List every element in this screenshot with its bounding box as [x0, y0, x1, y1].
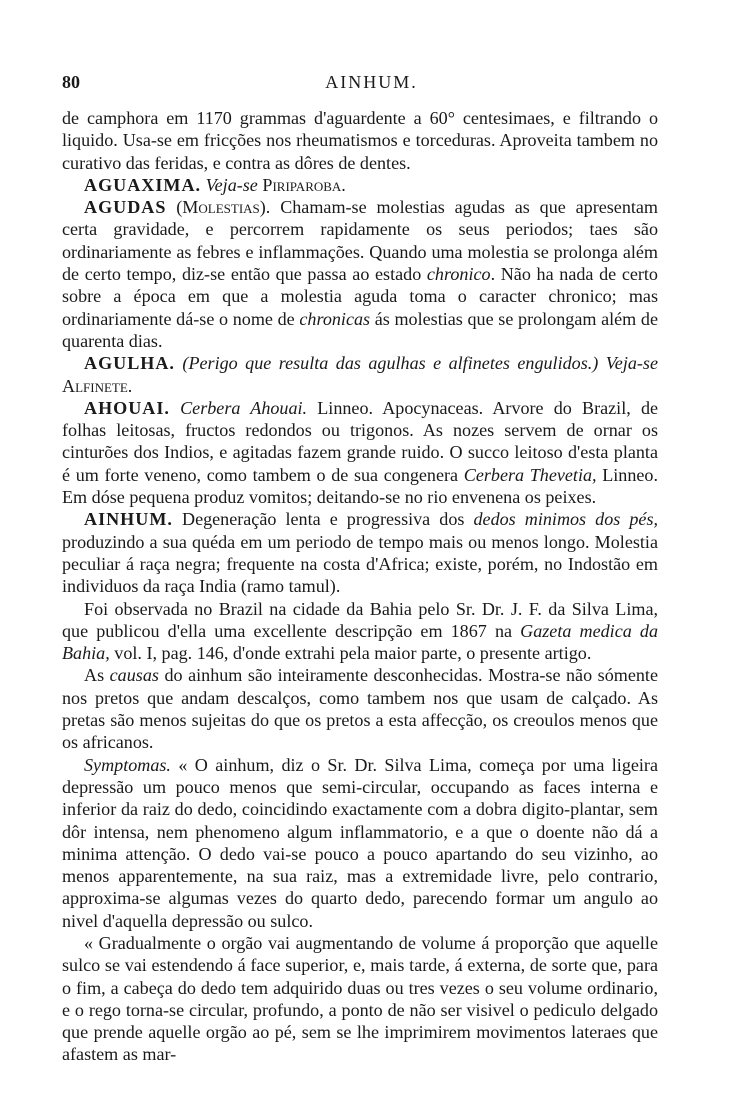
page-header — [62, 72, 681, 100]
entry-agulha: AGULHA. (Perigo que resulta das agulhas e alfinetes engulidos.) Veja-se Alfinete. — [62, 353, 658, 396]
see-also-label: Veja-se — [605, 353, 658, 374]
running-head: AINHUM. — [325, 72, 418, 92]
page-number: 80 — [62, 72, 80, 92]
cross-reference: Piriparoba. — [262, 174, 346, 195]
headword-aguaxima: AGUAXIMA. — [84, 174, 202, 195]
paragraph-bahia: Foi observada no Brazil na cidade da Bahia pelo Sr. Dr. J. F. da Silva Lima, que publicou d'ella uma excellente descripção em 1867 na Gazeta medica da Bahia, vol. I, pag. 146, d'onde extrahi pela maior parte, o presente artigo. — [62, 598, 658, 664]
headword-agulha: AGULHA. — [84, 353, 175, 374]
page-body — [62, 107, 658, 1066]
paragraph-intro: de camphora em 1170 grammas d'aguardente a 60° centesimaes, e filtrando o liquido. Usa-se em fricções nos rheumatismos e torceduras. Aproveita tambem no curativo das feridas, e contra as dôres de dentes. — [62, 108, 658, 173]
paragraph-symptomas: Symptomas. « O ainhum, diz o Sr. Dr. Silva Lima, começa por uma ligeira depressão um pouco menos que semi-circular, occupando as faces interna e inferior da raiz do dedo, coincidindo exactamente com a dobra digito-plantar, sem dôr intensa, nem phenomeno algum inflammatorio, e a que o doente não dá a minima attenção. O dedo vai-se pouco a pouco apartando do seu vizinho, ao menos apparentemente, na sua raiz, mas a extremidade livre, pelo contrario, approxima-se algumas vezes do quarto dedo, parecendo formar um angulo ao nivel d'aquella depressão ou sulco. — [62, 754, 658, 931]
headword-ainhum: AINHUM. — [84, 509, 173, 530]
entry-agudas: AGUDAS (Molestias). Chamam-se molestias agudas as que apresentam certa gravidade, e percorrem rapidamente os seus periodos; taes são ordinariamente as febres e inflammações. Quando uma molestia se prolonga além de certo tempo, diz-se então que passa ao estado chronico. Não ha nada de certo sobre a época em que a molestia aguda toma o caracter chronico; mas ordinariamente dá-se o nome de chronicas ás molestias que se prolongam além de quarenta dias. — [62, 197, 659, 351]
headword-agudas: AGUDAS — [84, 197, 167, 218]
see-also-label: Veja-se — [205, 174, 258, 195]
headword-qualifier: (Molestias). — [176, 197, 271, 218]
cross-reference: Alfinete. — [62, 375, 133, 396]
paragraph-gradualmente: « Gradualmente o orgão vai augmentando de volume á proporção que aquelle sulco se vai estendendo á face superior, e, mais tarde, á externa, de sorte que, para o fim, a cabeça do dedo tem adquirido duas ou tres vezes o seu volume ordinario, e o rego torna-se circular, profundo, a ponto de não ser visivel o pediculo delgado que prende aquelle orgão ao pé, sem se lhe imprimirem movimentos lateraes que afastem as mar- — [62, 932, 658, 1065]
entry-ahouai: AHOUAI. Cerbera Ahouai. Linneo. Apocynaceas. Arvore do Brazil, de folhas leitosas, fructos redondos ou trigonos. As nozes servem de ornar os cinturões dos Indios, e agitadas fazem grande ruido. O succo leitoso d'esta planta é um forte veneno, como tambem o de sua congenera Cerbera Thevetia, Linneo. Em dóse pequena produz vomitos; deitando-se no rio envenena os peixes. — [62, 397, 659, 508]
entry-ainhum: AINHUM. Degeneração lenta e progressiva dos dedos minimos dos pés, produzindo a sua quéda em um periodo de tempo mais ou menos longo. Molestia peculiar á raça negra; frequente na costa d'Africa; existe, porém, no Indostão em individuos da raça India (ramo tamul). — [62, 509, 659, 597]
entry-aguaxima — [62, 174, 658, 196]
paragraph-causas: As causas do ainhum são inteiramente desconhecidas. Mostra-se não sómente nos pretos que andam descalços, como tambem nos que usam de calçado. As pretas são menos sujeitas do que os pretos a esta affecção, os creoulos menos que os africanos. — [62, 665, 658, 753]
headword-ahouai: AHOUAI. — [84, 397, 170, 418]
